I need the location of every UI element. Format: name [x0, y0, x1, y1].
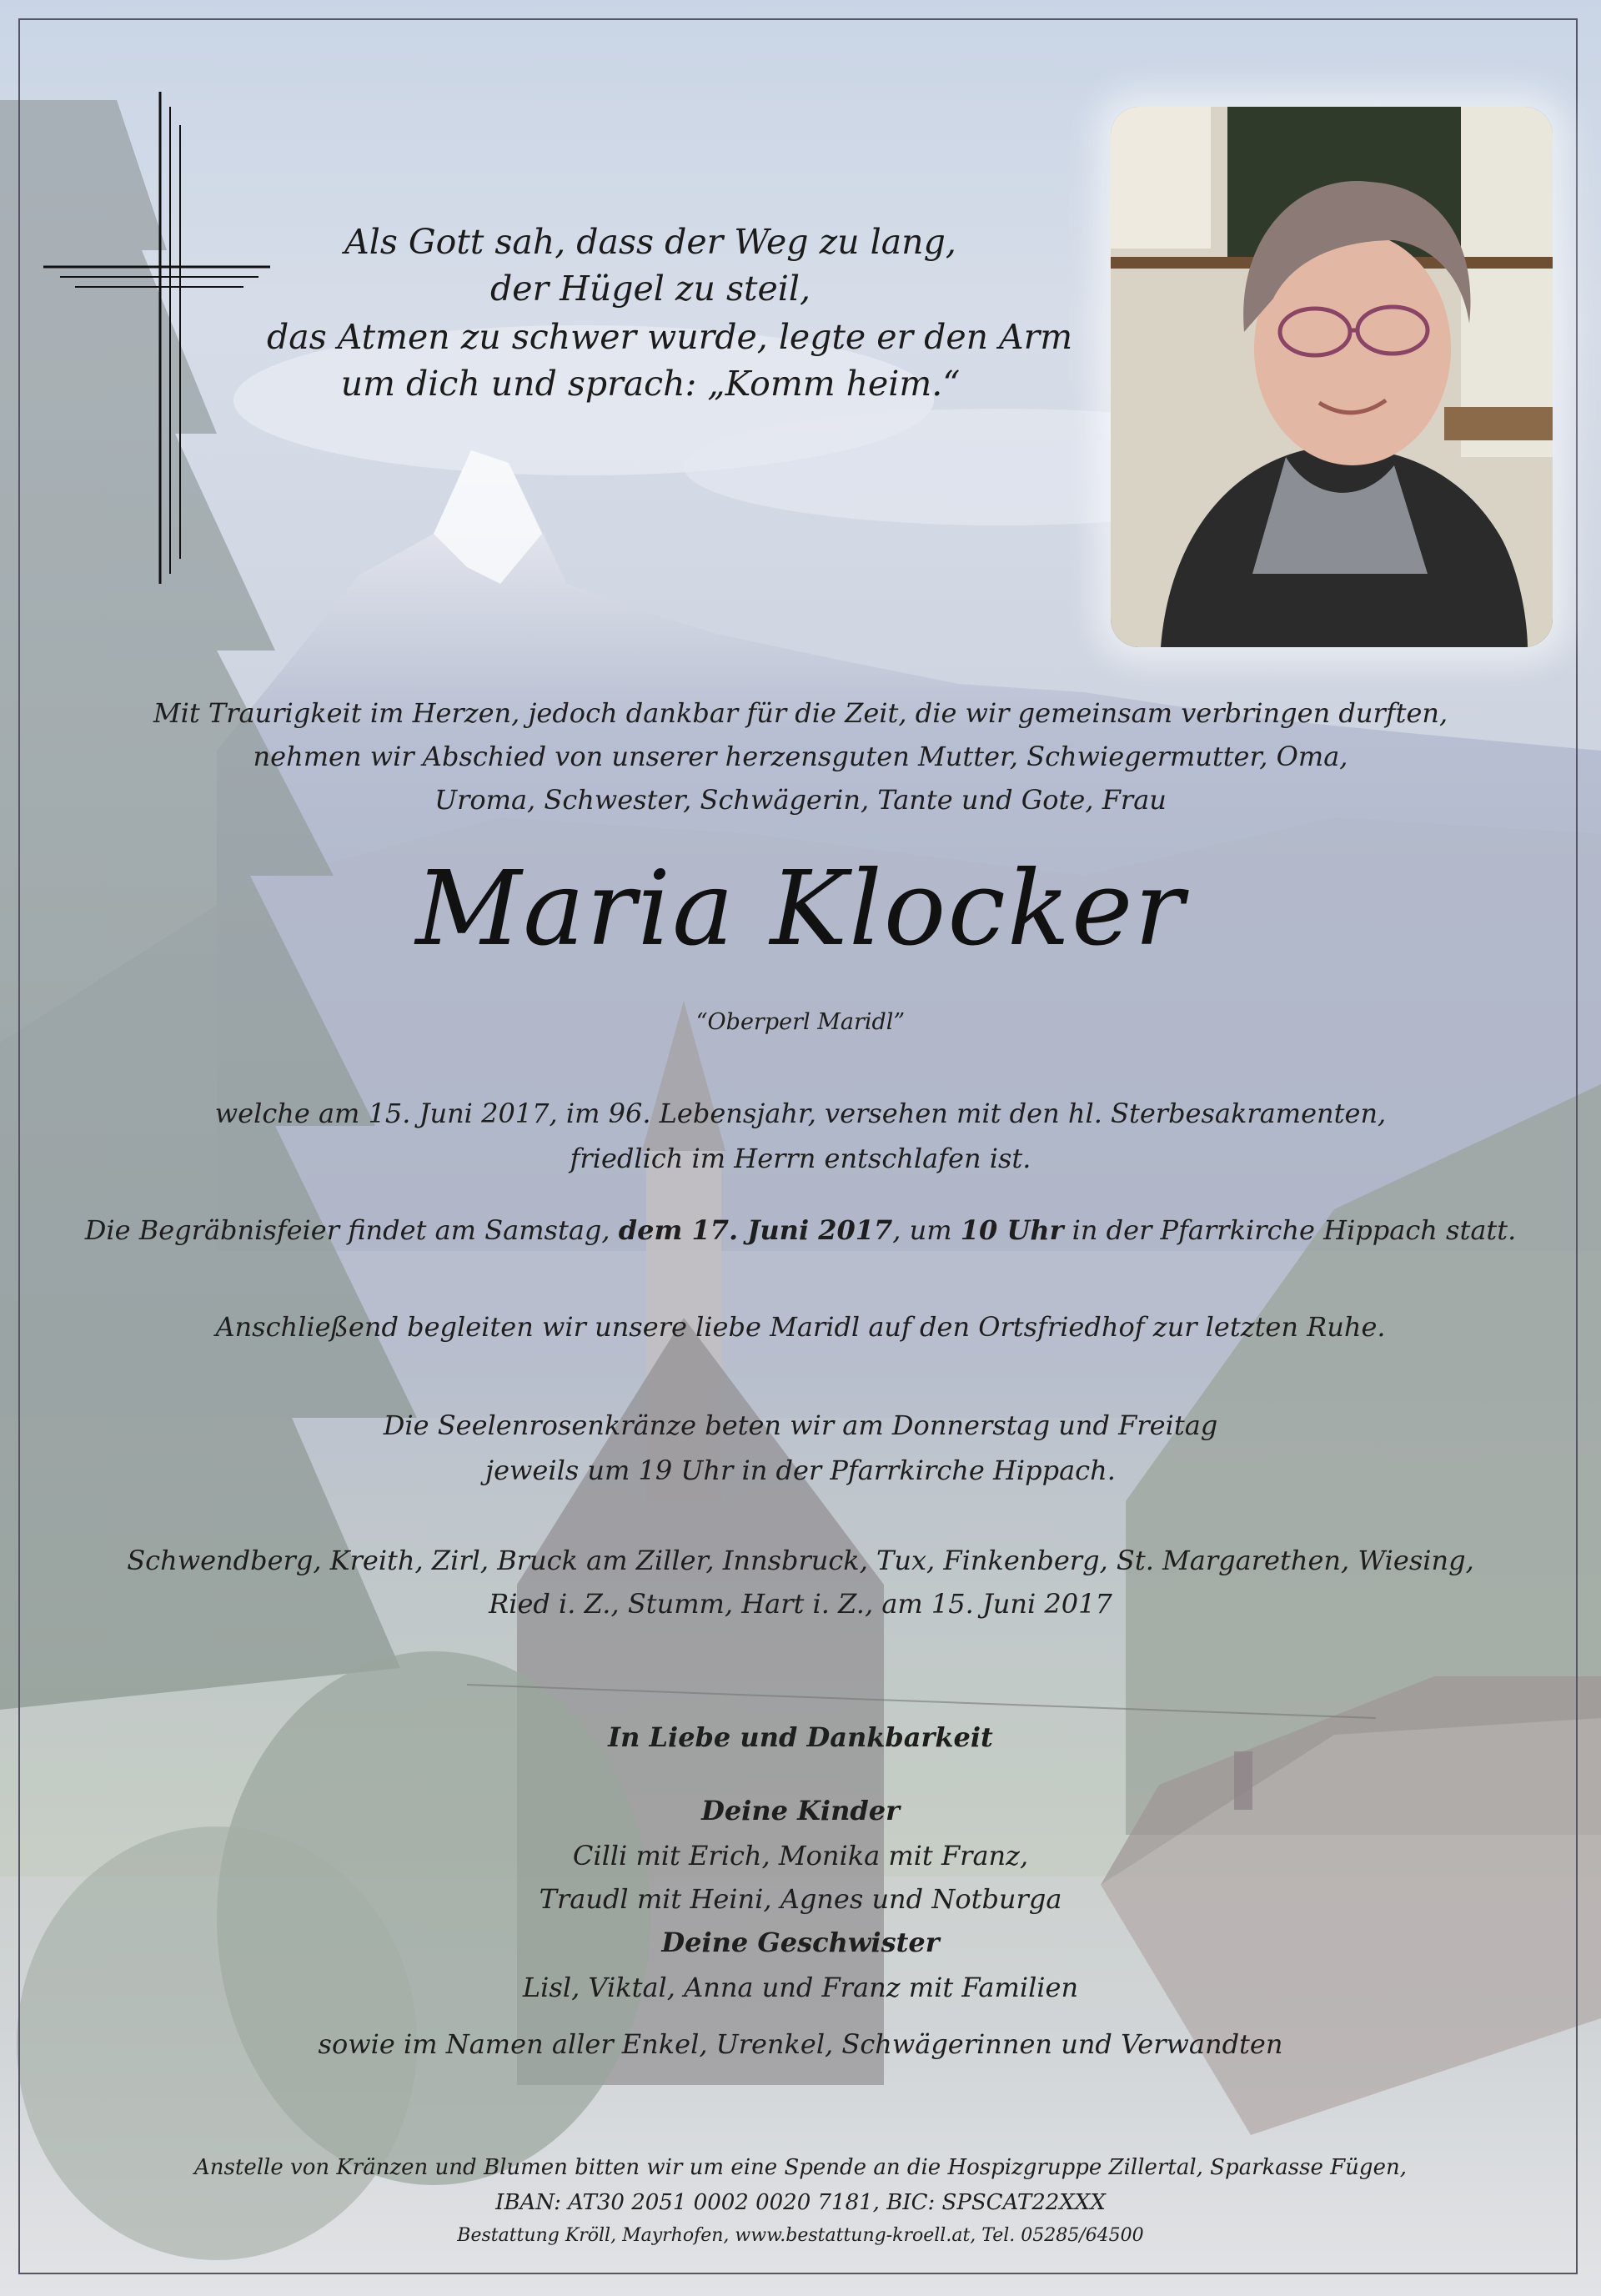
quote-line: Als Gott sah, dass der Weg zu lang,	[344, 222, 956, 262]
bank-details: IBAN: AT30 2051 0002 0020 7181, BIC: SPSCAT22XXX	[495, 2190, 1106, 2215]
intro-line: Uroma, Schwester, Schwägerin, Tante und Gote, Frau	[434, 784, 1167, 816]
rosary-line: jeweils um 19 Uhr in der Pfarrkirche Hippach.	[485, 1454, 1116, 1486]
places-line: Schwendberg, Kreith, Zirl, Bruck am Ziller, Innsbruck, Tux, Finkenberg, St. Margarethen, Wiesing,	[127, 1545, 1474, 1576]
places-line: Ried i. Z., Stumm, Hart i. Z., am 15. Juni 2017	[489, 1588, 1112, 1620]
others-line: sowie im Namen aller Enkel, Urenkel, Schwägerinnen und Verwandten	[318, 2028, 1283, 2060]
intro-line: nehmen wir Abschied von unserer herzensguten Mutter, Schwiegermutter, Oma,	[253, 741, 1348, 772]
funeral-text: Die Begräbnisfeier findet am Samstag,	[84, 1214, 619, 1246]
donation-line: Anstelle von Kränzen und Blumen bitten wir um eine Spende an die Hospizgruppe Zillertal, Sparkasse Fügen,	[194, 2155, 1407, 2180]
children-heading: Deine Kinder	[701, 1795, 900, 1826]
siblings-line: Lisl, Viktal, Anna und Franz mit Familien	[522, 1972, 1079, 2003]
burial-line: Anschließend begleiten wir unsere liebe Maridl auf den Ortsfriedhof zur letzten Ruhe.	[215, 1311, 1386, 1343]
mourners-heading: In Liebe und Dankbarkeit	[608, 1721, 993, 1753]
death-line: welche am 15. Juni 2017, im 96. Lebensjahr, versehen mit den hl. Sterbesakramenten,	[214, 1098, 1387, 1129]
rosary-line: Die Seelenrosenkränze beten wir am Donnerstag und Freitag	[383, 1409, 1218, 1441]
siblings-heading: Deine Geschwister	[661, 1927, 940, 1958]
funeral-text: in der Pfarrkirche Hippach statt.	[1063, 1214, 1517, 1246]
intro-line: Mit Traurigkeit im Herzen, jedoch dankbar für die Zeit, die wir gemeinsam verbringen durften,	[153, 697, 1448, 729]
funeral-home-line: Bestattung Kröll, Mayrhofen, www.bestattung-kroell.at, Tel. 05285/64500	[457, 2225, 1144, 2246]
quote-line: der Hügel zu steil,	[489, 269, 811, 309]
nickname: “Oberperl Maridl”	[695, 1009, 906, 1035]
deceased-name: Maria Klocker	[415, 849, 1186, 969]
funeral-date: dem 17. Juni 2017	[618, 1214, 893, 1246]
death-line: friedlich im Herrn entschlafen ist.	[570, 1143, 1031, 1174]
quote-line: das Atmen zu schwer wurde, legte er den Arm	[267, 317, 1073, 357]
children-line: Cilli mit Erich, Monika mit Franz,	[572, 1840, 1029, 1871]
funeral-time: 10 Uhr	[960, 1214, 1064, 1246]
quote-line: um dich und sprach: „Komm heim.“	[340, 364, 961, 404]
children-line: Traudl mit Heini, Agnes und Notburga	[539, 1883, 1062, 1915]
funeral-info	[0, 1214, 1601, 1246]
funeral-text: , um	[892, 1214, 961, 1246]
